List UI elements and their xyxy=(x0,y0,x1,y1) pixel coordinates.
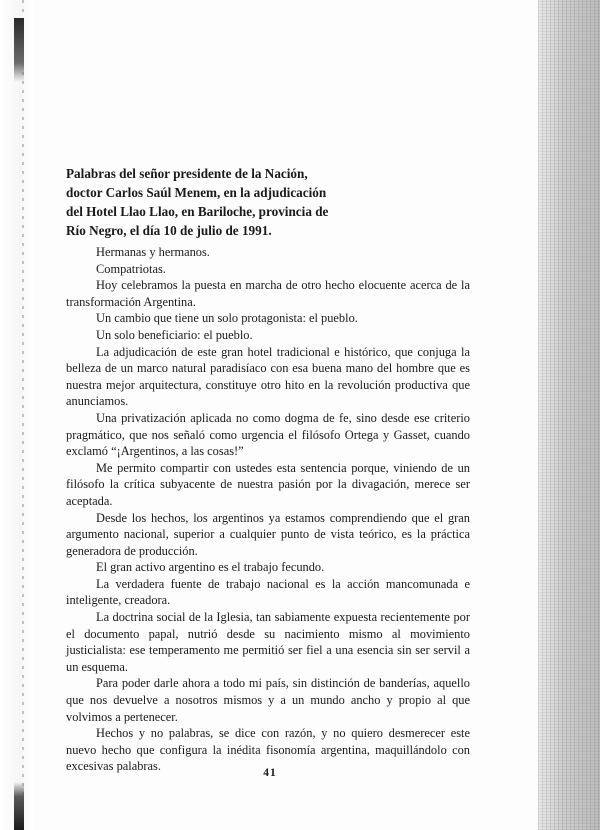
binding-line xyxy=(22,0,24,830)
speech-body xyxy=(66,244,470,775)
title-line: del Hotel Llao Llao, en Bariloche, provincia de xyxy=(66,204,329,219)
paragraph: La doctrina social de la Iglesia, tan sabiamente expuesta recientemente por el documento papal, nutrió desde su nacimiento mismo al movimiento justicialista: ese temperamento me permitió ser fiel a una esencia sin ser servil a un esquema. xyxy=(66,610,470,674)
title-line: Río Negro, el día 10 de julio de 1991. xyxy=(66,223,272,238)
binding-mark-bottom xyxy=(14,782,24,830)
title-line: doctor Carlos Saúl Menem, en la adjudicación xyxy=(66,185,327,200)
paragraph: La adjudicación de este gran hotel tradicional e histórico, que conjuga la belleza de un marco natural paradisíaco con esa buena mano del hombre que es nuestra mejor arquitectura, constituye otro hito en la revolución productiva que anunciamos. xyxy=(66,344,470,409)
paragraph: El gran activo argentino es el trabajo fecundo. xyxy=(96,560,325,575)
title-line: Palabras del señor presidente de la Nación, xyxy=(66,166,308,181)
paragraph: Hoy celebramos la puesta en marcha de otro hecho elocuente acerca de la transformación Argentina. xyxy=(66,278,470,309)
paragraph: Para poder darle ahora a todo mi país, sin distinción de banderías, aquello que nos devuelve a nosotros mismos y a un mundo ancho y propio al que volvimos a pertenecer. xyxy=(66,676,470,724)
paragraph: Desde los hechos, los argentinos ya estamos comprendiendo que el gran argumento nacional, superior a cualquier punto de vista teórico, es la práctica generadora de producción. xyxy=(66,510,470,558)
binding-shadow xyxy=(0,0,34,830)
paragraph: Una privatización aplicada no como dogma de fe, sino desde ese criterio pragmático, que nos señaló como urgencia el filósofo Ortega y Gasset, cuando exclamó “¡Argentinos, a las cosas!” xyxy=(66,410,470,459)
binding-mark-top xyxy=(14,18,24,82)
paragraph: Hechos y no palabras, se dice con razón, y no quiero desmerecer este nuevo hecho que configura la inédita fisonomía argentina, maquillándolo con excesivas palabras. xyxy=(66,726,470,774)
paragraph: Me permito compartir con ustedes esta sentencia porque, viniendo de un filósofo la crítica subyacente de nuestra pasión por la divagación, merece ser aceptada. xyxy=(66,460,470,508)
paragraph: Un cambio que tiene un solo protagonista: el pueblo. xyxy=(96,311,358,326)
page-number: 41 xyxy=(263,767,277,779)
scan-edge xyxy=(538,0,600,830)
speech-title xyxy=(66,164,366,240)
paragraph: Hermanas y hermanos. xyxy=(96,245,210,259)
paragraph: Compatriotas. xyxy=(96,261,166,276)
paragraph: La verdadera fuente de trabajo nacional es la acción mancomunada e inteligente, creadora. xyxy=(66,576,470,608)
paragraph: Un solo beneficiario: el pueblo. xyxy=(96,327,253,342)
